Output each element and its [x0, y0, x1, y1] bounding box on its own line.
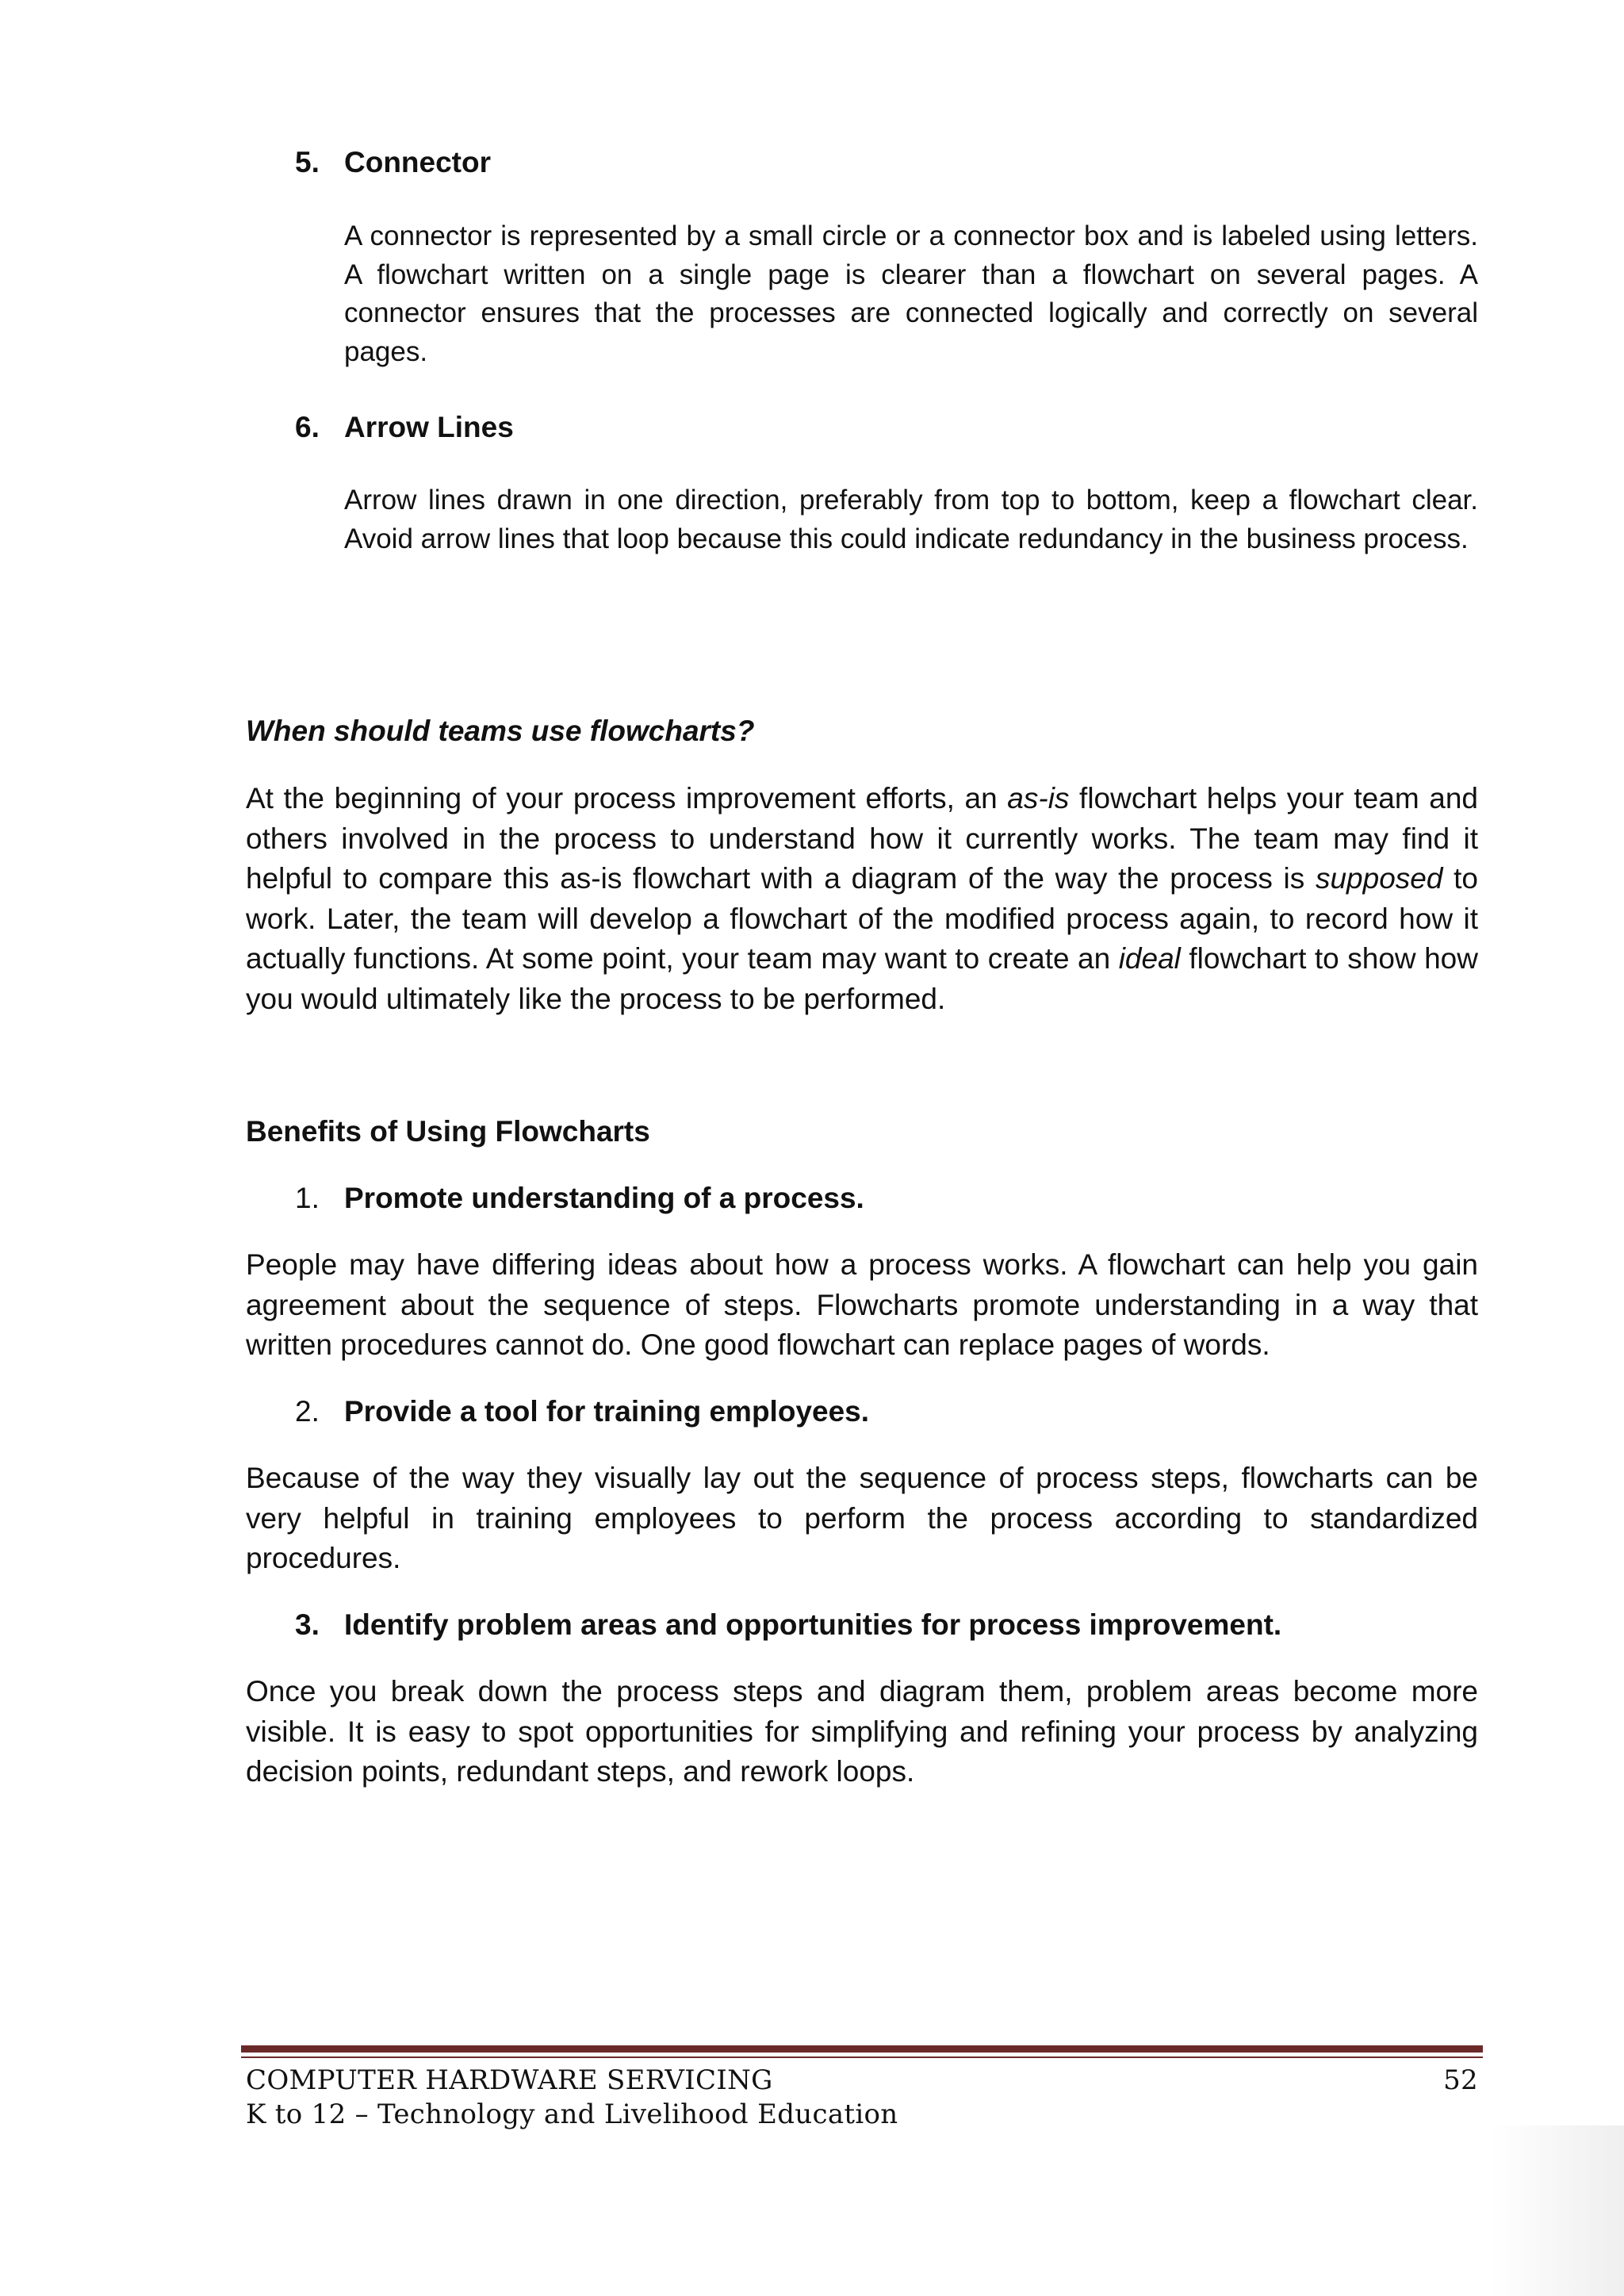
scan-shadow [1491, 2125, 1624, 2296]
paragraph-text: At the beginning of your process improvement efforts, an [246, 782, 1008, 815]
emphasis-supposed: supposed [1315, 862, 1443, 895]
section-title-benefits: Benefits of Using Flowcharts [246, 1115, 650, 1148]
benefit-number: 3. [295, 1608, 320, 1641]
footer-title: COMPUTER HARDWARE SERVICING [246, 2064, 773, 2096]
page-number: 52 [1443, 2064, 1478, 2096]
paragraph-text: flowchart helps your team and others involved in the process to understand how it currently works. The team may find it helpful to compare this as-is flowchart with a diagram of the way the process is [246, 782, 1487, 895]
paragraph-text: to work. Later, the team will develop a flowchart of the modified process again, to record how it actually functions. At some point, your team may want to create an [246, 862, 1487, 975]
benefit-text-problem-areas: Once you break down the process steps and diagram them, problem areas become more visible. It is easy to spot opportunities for simplifying and refining your process by analyzing decision points, redundant steps, and rework loops. [246, 1675, 1478, 1788]
emphasis-ideal: ideal [1118, 942, 1181, 975]
section-title-when: When should teams use flowcharts? [246, 715, 755, 747]
footer-rule-thin [241, 2056, 1483, 2058]
item-number: 6. [295, 411, 320, 443]
emphasis-as-is: as-is [1007, 782, 1070, 815]
item-heading-connector: Connector [344, 146, 491, 178]
paragraph-text: flowchart to show how you would ultimately like the process to be performed. [246, 942, 1487, 1015]
benefit-text-understanding: People may have differing ideas about how a process works. A flowchart can help you gain agreement about the sequence of steps. Flowcharts promote understanding in a way that written procedures cannot do. One good flowchart can replace pages of words. [246, 1248, 1478, 1361]
benefit-heading-training: Provide a tool for training employees. [344, 1395, 870, 1428]
benefit-number: 2. [295, 1395, 320, 1428]
footer-subtitle: K to 12 – Technology and Livelihood Education [246, 2099, 898, 2130]
footer-rule-thick [241, 2045, 1483, 2053]
paragraph-when [246, 779, 1487, 1019]
benefit-text-training: Because of the way they visually lay out the sequence of process steps, flowcharts can be very helpful in training employees to perform the process according to standardized procedures. [246, 1462, 1478, 1574]
item-number: 5. [295, 146, 320, 178]
benefit-heading-understanding: Promote understanding of a process. [344, 1182, 864, 1214]
benefit-number: 1. [295, 1182, 320, 1214]
benefit-heading-problem-areas: Identify problem areas and opportunities for process improvement. [344, 1608, 1282, 1641]
item-heading-arrow-lines: Arrow Lines [344, 411, 514, 443]
item-text-arrow-lines: Arrow lines drawn in one direction, preferably from top to bottom, keep a flowchart clear. Avoid arrow lines that loop because this could indicate redundancy in the business process. [344, 485, 1478, 554]
item-text-connector: A connector is represented by a small circle or a connector box and is labeled using letters. A flowchart written on a single page is clearer than a flowchart on several pages. A connector ensures that the processes are connected logically and correctly on several pages. [344, 220, 1478, 367]
